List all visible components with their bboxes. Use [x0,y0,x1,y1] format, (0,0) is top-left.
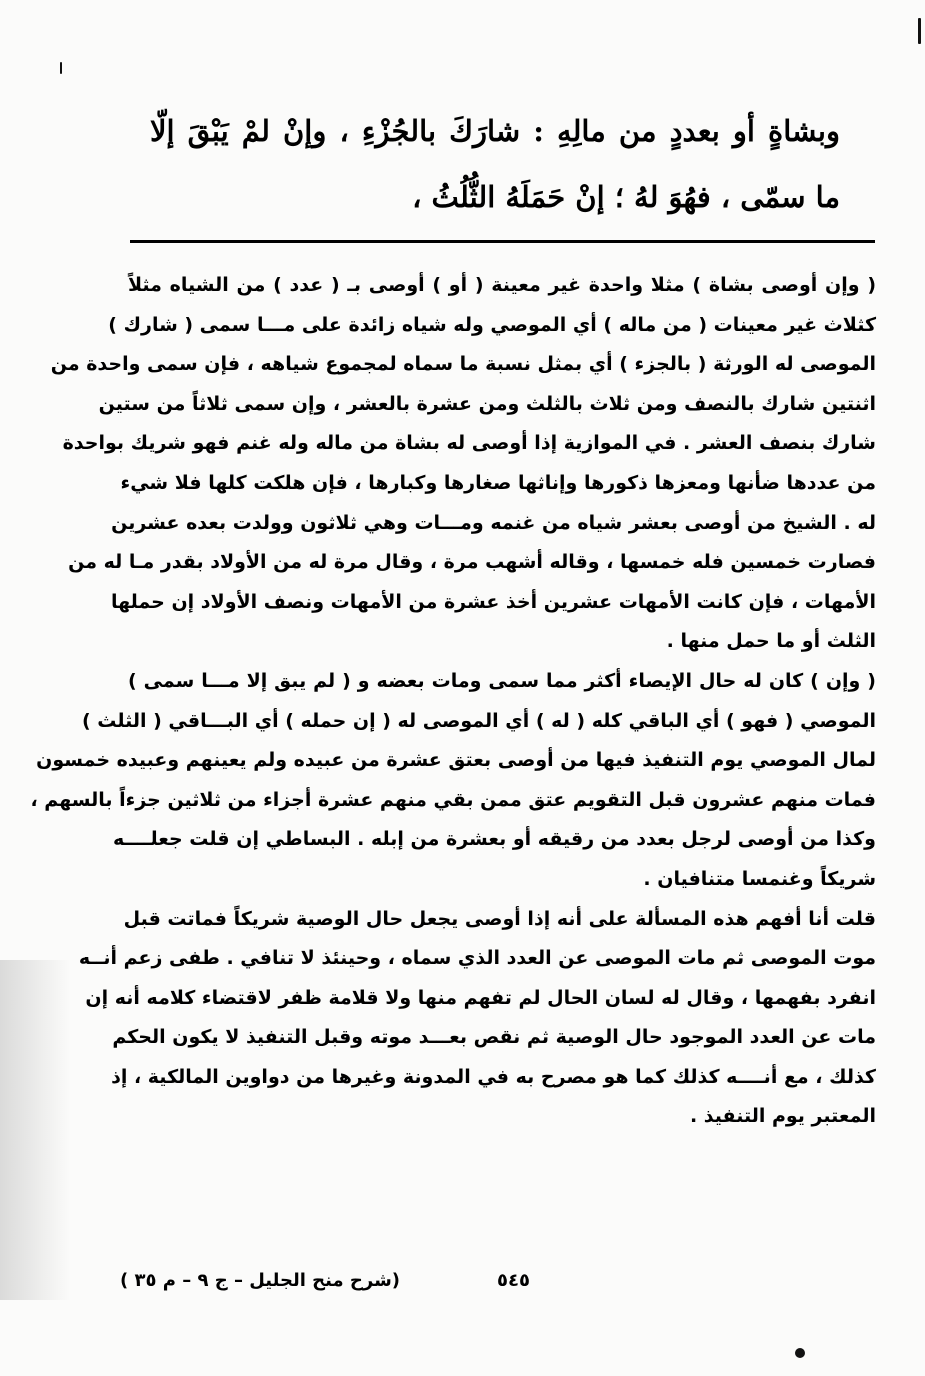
text-line: مات عن العدد الموجود حال الوصية ثم نقص بعـــد موته وقبل التنفيذ لا يكون الحكم [112,1026,876,1049]
matn-line: ما سمّى ، فهُوَ لهُ ؛ إنْ حَمَلَهُ الثُّلُثُ ، [412,180,840,214]
text-line: الأمهات ، فإن كانت الأمهات عشرين أخذ عشرة من الأمهات ونصف الأولاد إن حملها [110,590,876,613]
text-line: كثلاث غير معينات ( من ماله ) أي الموصي وله شياه زائدة على مـــا سمى ( شارك ) [108,313,876,336]
matn-line: وبشاةٍ أو بعددٍ من مالِهِ : شارَكَ بالجُزْءِ ، وإنْ لمْ يَبْقَ إلّا [150,114,840,148]
text-line: فمات منهم عشرون قبل التقويم عتق ممن بقي منهم عشرة أجزاء من ثلاثين جزءاً بالسهم ، [30,788,876,811]
book-reference: (شرح منح الجليل – ج ٩ – م ٣٥ ) [119,1270,400,1291]
text-line: انفرد بفهمها ، وقال له لسان الحال لم تفهم منها ولا قلامة ظفر لاقتضاء كلامه أنه إن [85,986,876,1009]
text-line: اثنتين شارك بالنصف ومن ثلاث بالثلث ومن عشرة بالعشر ، وإن سمى ثلاثاً من ستين [98,392,876,415]
commentary-paragraph [30,662,876,900]
scan-speck [60,62,62,74]
text-line: الموصي ( فهو ) أي الباقي كله ( له ) أي الموصى له ( إن حمله ) أي البـــاقي ( الثلث ) [81,709,876,732]
text-line: شارك بنصف العشر . في الموازية إذا أوصى له بشاة من ماله وله غنم فهو شريك بواحدة [62,432,876,455]
separator-rule [130,240,875,243]
matn-text [150,98,840,230]
text-line: الثلث أو ما حمل منها . [666,630,876,653]
text-line: لمال الموصي يوم التنفيذ فيها من أوصى بعتق عشرة من عبيده ولم يعينهم وعبيده خمسون [36,749,876,772]
scan-shadow [0,960,70,1300]
text-line: قلت أنا أفهم هذه المسألة على أنه إذا أوصى يجعل حال الوصية شريكاً فماتت قبل [123,907,876,930]
text-line: المعتبر يوم التنفيذ . [689,1105,876,1128]
scan-speck [918,18,921,44]
text-line: وكذا من أوصى لرجل بعدد من رقيقه أو بعشرة من إبله . البساطي إن قلت جعلــــه [113,828,876,851]
text-line: فصارت خمسين فله خمسها ، وقاله أشهب مرة ، وقال مرة له من الأولاد بقدر مـا له من [68,551,876,574]
page-number: ٥٤٥ [497,1270,530,1291]
text-line: شريكاً وغنمسا متنافيان . [643,867,876,890]
text-line: من عددها ضأنها ومعزها ذكورها وإناثها صغارها وكبارها ، فإن هلكت كلها فلا شيء [120,471,876,494]
text-line: كذلك ، مع أنــــه كذلك كما هو مصرح به في المدونة وغيرها من دواوين المالكية ، إذ [111,1065,876,1088]
text-line: له . الشيخ من أوصى بعشر شياه من غنمه ومـــات وهي ثلاثون وولدت بعده عشرين [111,511,876,534]
text-line: ( وإن أوصى بشاة ) مثلا واحدة غير معينة ( أو ) أوصى بـ ( عدد ) من الشياه مثلاً [128,274,876,296]
text-line: ( وإن ) كان له حال الإيصاء أكثر مما سمى ومات بعضه و ( لم يبق إلا مـــا سمى ) [128,669,876,692]
commentary-text [30,266,876,1137]
commentary-paragraph [50,266,876,662]
text-line: موت الموصى ثم مات الموصى عن العدد الذي سماه ، وحينئذ لا تنافي . طفى زعم أنــه [78,947,876,970]
commentary-paragraph [78,900,876,1138]
scan-speck [795,1348,805,1358]
text-line: الموصى له الورثة ( بالجزء ) أي بمثل نسبة ما سماه لمجموع شياهه ، فإن سمى واحدة من [50,353,876,376]
